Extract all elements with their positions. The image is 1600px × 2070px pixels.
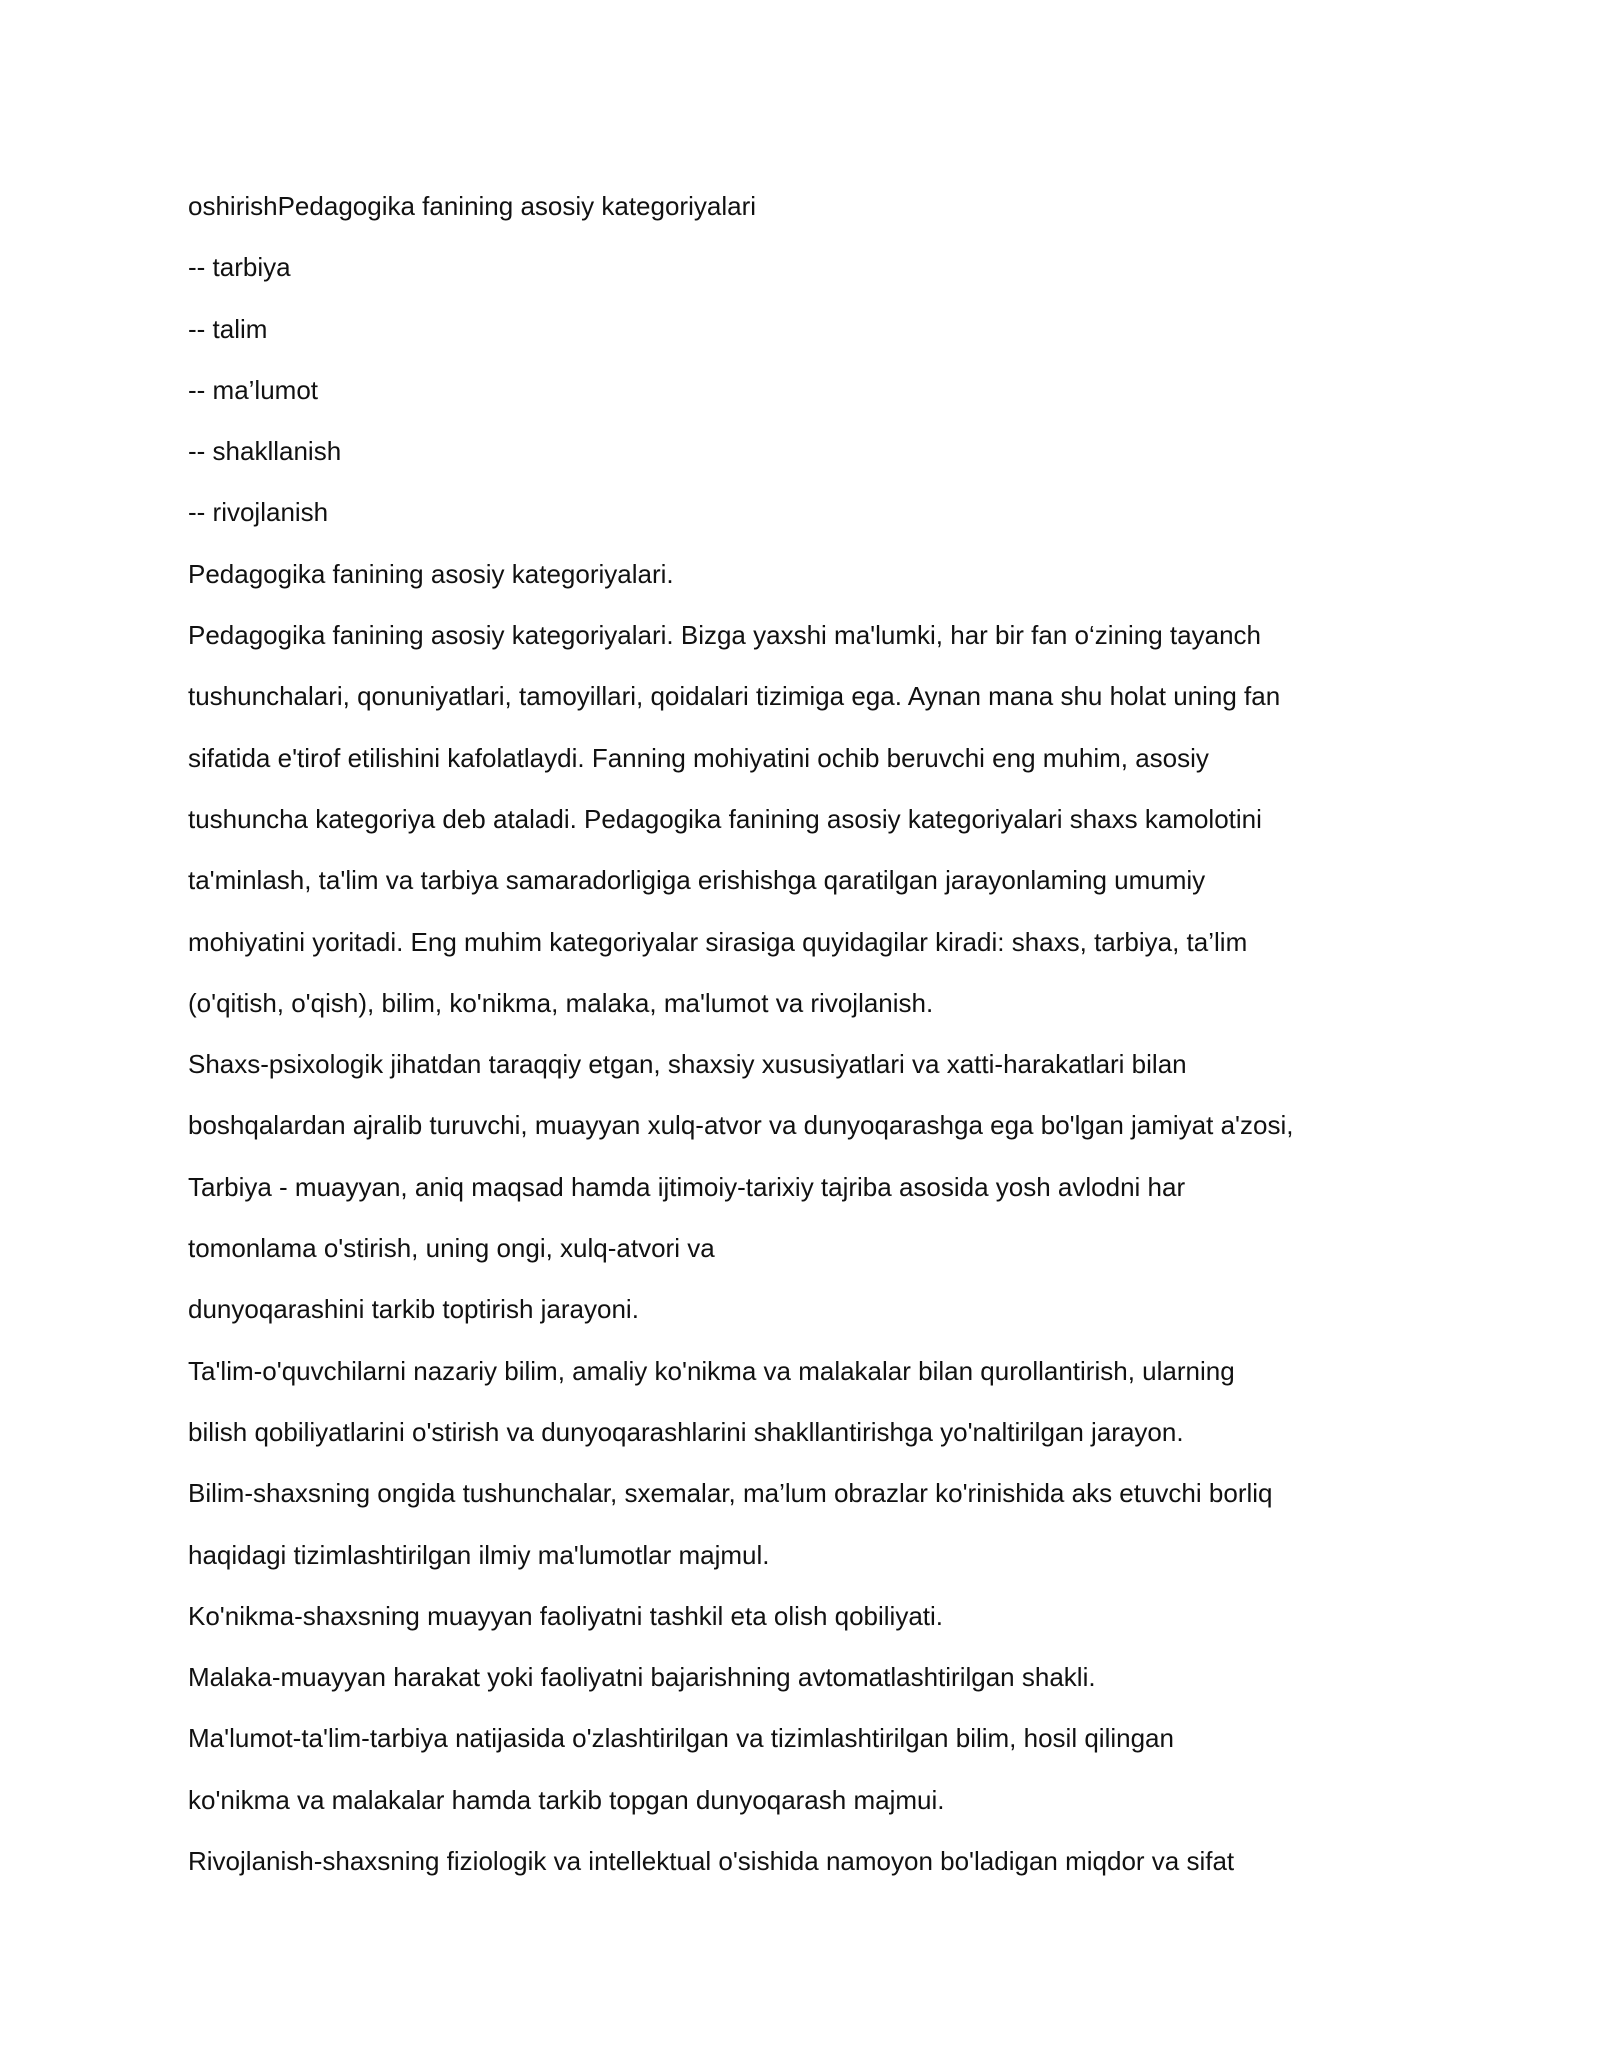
document-line: oshirishPedagogika fanining asosiy kategoriyalari <box>188 191 757 221</box>
document-line: Ma'lumot-ta'lim-tarbiya natijasida o'zlashtirilgan va tizimlashtirilgan bilim, hosil qilingan <box>188 1723 1174 1754</box>
document-line: tushunchalari, qonuniyatlari, tamoyillari, qoidalari tizimiga ega. Aynan mana shu holat uning fan <box>188 681 1281 712</box>
document-line: Bilim-shaxsning ongida tushunchalar, sxemalar, ma’lum obrazlar ko'rinishida aks etuvchi borliq <box>188 1478 1273 1509</box>
document-line: Malaka-muayyan harakat yoki faoliyatni bajarishning avtomatlashtirilgan shakli. <box>188 1662 1096 1693</box>
document-line: tushuncha kategoriya deb ataladi. Pedagogika fanining asosiy kategoriyalari shaxs kamolotini <box>188 803 1262 834</box>
document-line: Pedagogika fanining asosiy kategoriyalari. <box>188 558 674 589</box>
document-line: Rivojlanish-shaxsning fiziologik va intellektual o'sishida namoyon bo'ladigan miqdor va sifat <box>188 1846 1235 1877</box>
document-line: Shaxs-psixologik jihatdan taraqqiy etgan, shaxsiy xususiyatlari va xatti-harakatlari bilan <box>188 1049 1187 1080</box>
document-line: -- tarbiya <box>188 252 291 283</box>
document-line: Ta'lim-o'quvchilarni nazariy bilim, amaliy ko'nikma va malakalar bilan qurollantirish, ularning <box>188 1355 1235 1386</box>
document-line: mohiyatini yoritadi. Eng muhim kategoriyalar sirasiga quyidagilar kiradi: shaxs, tarbiya, ta’lim <box>188 926 1248 957</box>
document-body <box>188 183 1438 1899</box>
document-line: Ko'nikma-shaxsning muayyan faoliyatni tashkil eta olish qobiliyati. <box>188 1600 944 1631</box>
document-line: ta'minlash, ta'lim va tarbiya samaradorligiga erishishga qaratilgan jarayonlaming umumiy <box>188 865 1206 896</box>
document-line: Tarbiya - muayyan, aniq maqsad hamda ijtimoiy-tarixiy tajriba asosida yosh avlodni har <box>188 1171 1186 1202</box>
document-line: (o'qitish, o'qish), bilim, ko'nikma, malaka, ma'lumot va rivojlanish. <box>188 987 934 1018</box>
document-line: sifatida e'tirof etilishini kafolatlaydi. Fanning mohiyatini ochib beruvchi eng muhim, asosiy <box>188 742 1209 773</box>
document-line: Pedagogika fanining asosiy kategoriyalari. Bizga yaxshi ma'lumki, har bir fan o‘zining tayanch <box>188 620 1261 651</box>
document-line: ko'nikma va malakalar hamda tarkib topgan dunyoqarash majmui. <box>188 1784 945 1815</box>
document-line: -- ma’lumot <box>188 374 319 405</box>
document-line: boshqalardan ajralib turuvchi, muayyan xulq-atvor va dunyoqarashga ega bo'lgan jamiyat a'zosi, <box>188 1110 1294 1141</box>
document-line: -- talim <box>188 313 268 344</box>
document-line: -- rivojlanish <box>188 497 329 528</box>
document-line: -- shakllanish <box>188 436 342 467</box>
document-line: dunyoqarashini tarkib toptirish jarayoni. <box>188 1294 639 1325</box>
document-line: tomonlama o'stirish, uning ongi, xulq-atvori va <box>188 1233 715 1264</box>
document-line: haqidagi tizimlashtirilgan ilmiy ma'lumotlar majmul. <box>188 1539 770 1570</box>
document-line: bilish qobiliyatlarini o'stirish va dunyoqarashlarini shakllantirishga yo'naltirilgan jarayon. <box>188 1416 1184 1447</box>
